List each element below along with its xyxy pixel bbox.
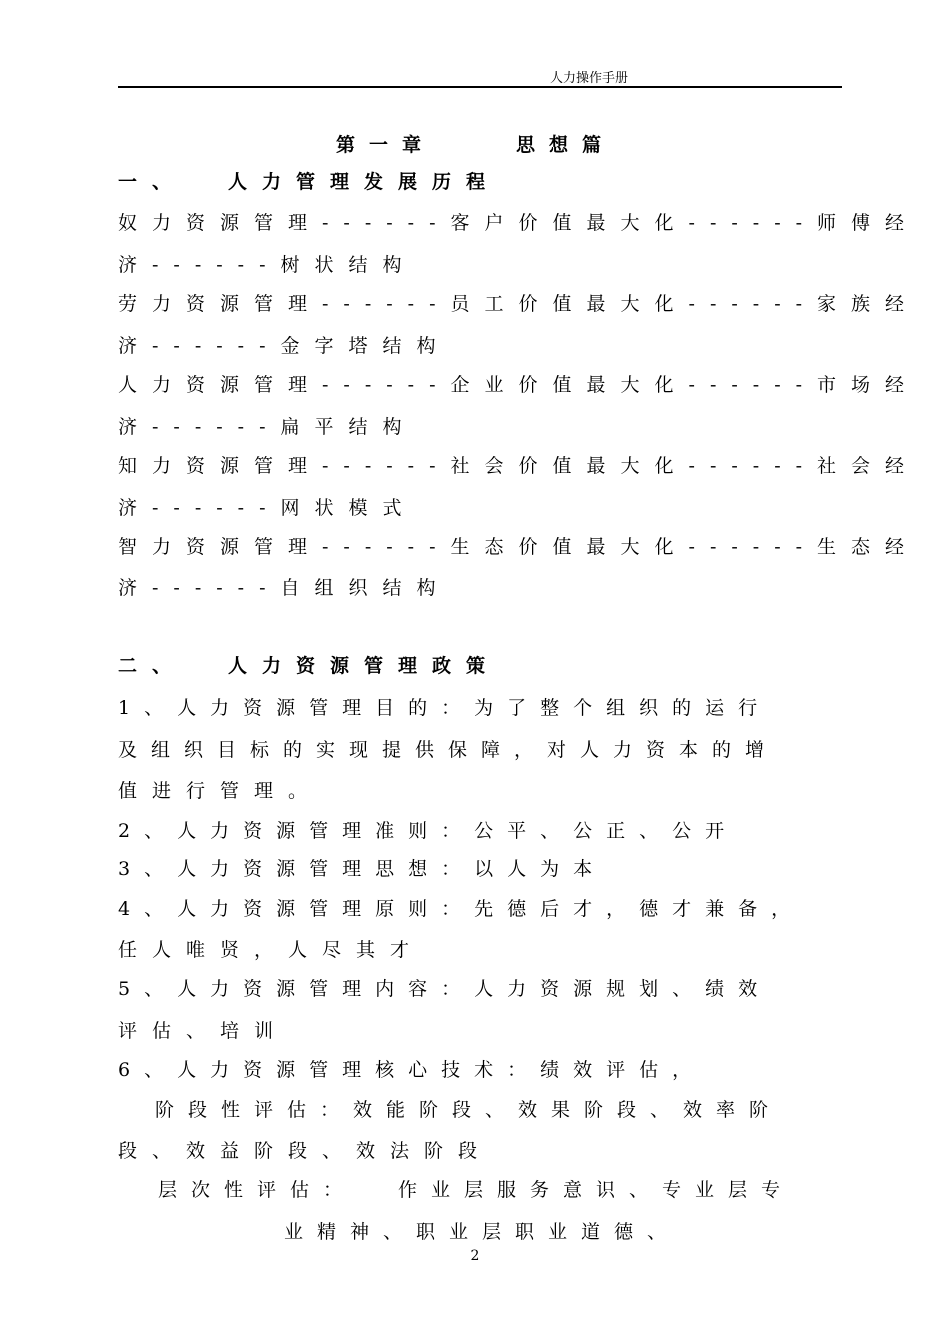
policy-line: 任人唯贤，人尽其才	[118, 939, 425, 961]
section2-heading: 人力资源管理政策	[228, 655, 501, 677]
policy-line: 1、人力资源管理目的：为了整个组织的运行	[118, 697, 772, 719]
policy-line: 作业层服务意识、专业层专	[398, 1179, 795, 1201]
policy-line: 6、人力资源管理核心技术：绩效评估，	[118, 1059, 706, 1081]
section1-heading-number: 一、	[118, 171, 187, 193]
page-number: 2	[470, 1248, 480, 1264]
chapter-number: 第一章	[336, 134, 436, 156]
section1-line: 劳力资源管理------员工价值最大化------家族经	[118, 293, 920, 315]
section1-line: 济------树状结构	[118, 254, 417, 276]
policy-line: 业精神、职业层职业道德、	[284, 1221, 681, 1243]
section1-line: 济------自组织结构	[118, 577, 451, 599]
policy-line: 值进行管理。	[118, 780, 323, 802]
page-header	[118, 66, 842, 88]
header-title: 人力操作手册	[550, 71, 629, 86]
chapter-name: 思想篇	[516, 134, 616, 156]
policy-line: 5、人力资源管理内容：人力资源规划、绩效	[118, 978, 772, 1000]
section1-line: 济------金字塔结构	[118, 335, 451, 357]
section1-heading: 人力管理发展历程	[228, 171, 501, 193]
section1-line: 济------扁平结构	[118, 416, 417, 438]
policy-line: 2、人力资源管理准则：公平、公正、公开	[118, 820, 739, 842]
policy-line: 评估、培训	[118, 1020, 289, 1042]
section2-heading-number: 二、	[118, 655, 187, 677]
section1-line: 济------网状模式	[118, 497, 417, 519]
policy-line: 段、效益阶段、效法阶段	[118, 1140, 493, 1162]
policy-line: 层次性评估：	[158, 1179, 357, 1201]
section1-line: 人力资源管理------企业价值最大化------市场经	[118, 374, 920, 396]
policy-line: 及组织目标的实现提供保障，对人力资本的增	[118, 739, 779, 761]
section1-line: 知力资源管理------社会价值最大化------社会经	[118, 455, 920, 477]
policy-line: 阶段性评估：效能阶段、效果阶段、效率阶	[155, 1099, 783, 1121]
policy-line: 3、人力资源管理思想：以人为本	[118, 858, 607, 880]
policy-line: 4、人力资源管理原则：先德后才，德才兼备，	[118, 898, 805, 920]
section1-line: 奴力资源管理------客户价值最大化------师傅经	[118, 212, 920, 234]
section1-line: 智力资源管理------生态价值最大化------生态经	[118, 536, 920, 558]
